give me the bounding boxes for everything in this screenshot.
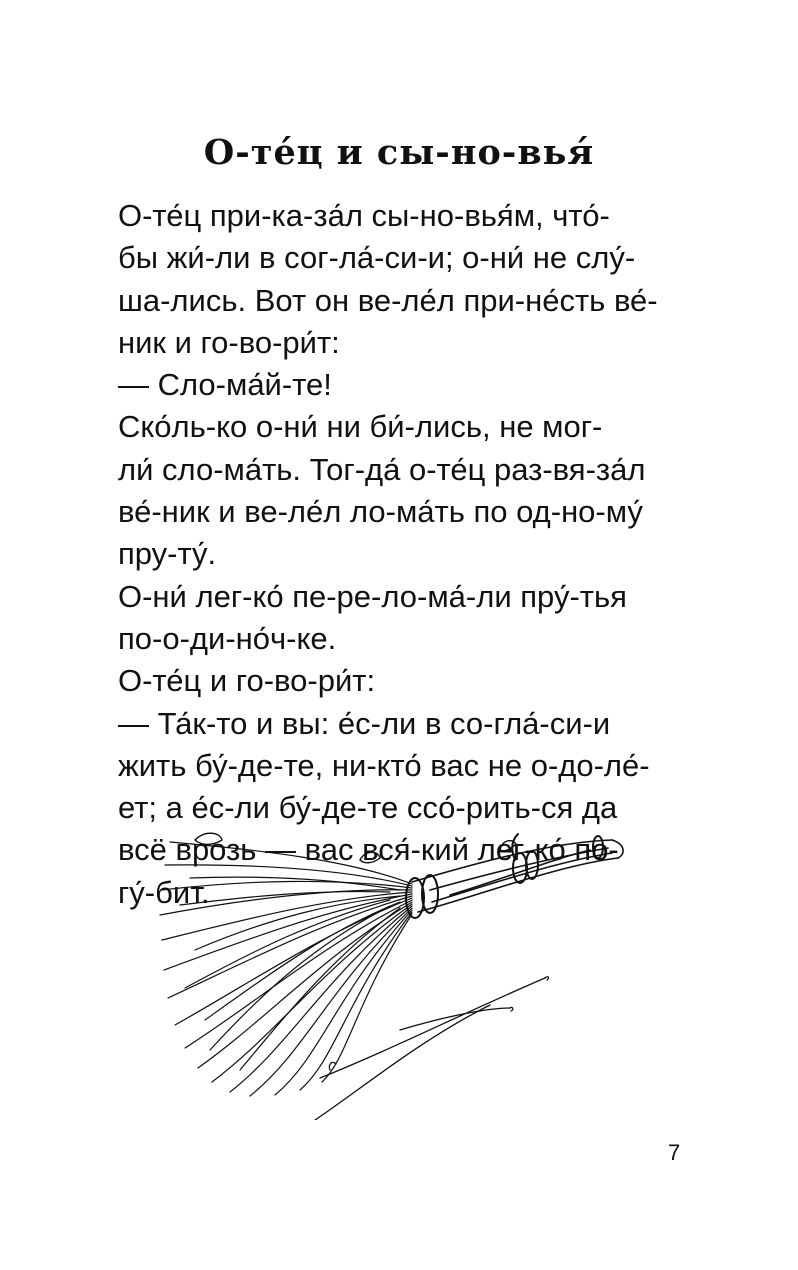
- text-line: Ско́ль-ко о-ни́ ни би́-лись, не мог-: [118, 409, 603, 445]
- text-line: ве́-ник и ве-ле́л ло-ма́ть по од-но-му́: [118, 494, 643, 530]
- text-line: — Та́к-то и вы: е́с-ли в со-гла́-си-и: [118, 705, 611, 741]
- story-text: [118, 195, 668, 914]
- text-line: гу́-бит.: [118, 874, 210, 910]
- broom-bristles: [160, 842, 412, 1096]
- text-line: ник и го-во-ри́т:: [118, 324, 340, 360]
- text-line: ет; а е́с-ли бу́-де-те ссо́-рить-ся да: [118, 790, 618, 826]
- text-line: О-ни́ лег-ко́ пе-ре-ло-ма́-ли пру́-тья: [118, 578, 627, 614]
- text-line: ша-лись. Вот он ве-ле́л при-не́сть ве́-: [118, 282, 658, 318]
- loose-twigs: [315, 977, 548, 1120]
- text-line: О-те́ц при-ка-за́л сы-но-вья́м, что́-: [118, 198, 610, 233]
- page-number: 7: [668, 1140, 681, 1165]
- text-line: жить бу́-де-те, ни-кто́ вас не о-до-ле́-: [118, 747, 650, 783]
- broom-illustration: [150, 820, 630, 1120]
- broom-handle: [412, 840, 623, 912]
- text-line: — Сло-ма́й-те!: [118, 367, 332, 403]
- story-title: О-те́ц и сы-но-вья́: [203, 132, 595, 173]
- text-line: бы жи́-ли в сог-ла́-си-и; о-ни́ не слу́-: [118, 240, 636, 276]
- text-line: по-о-ди-но́ч-ке.: [118, 620, 337, 656]
- text-line: О-те́ц и го-во-ри́т:: [118, 663, 376, 699]
- text-line: пру-ту́.: [118, 536, 217, 572]
- leaf-drawings: [195, 833, 516, 863]
- text-line: всё врозь — вас вся́-кий лег-ко́ по-: [118, 832, 619, 868]
- text-line: ли́ сло-ма́ть. Тог-да́ о-те́ц раз-вя-за́л: [118, 451, 646, 487]
